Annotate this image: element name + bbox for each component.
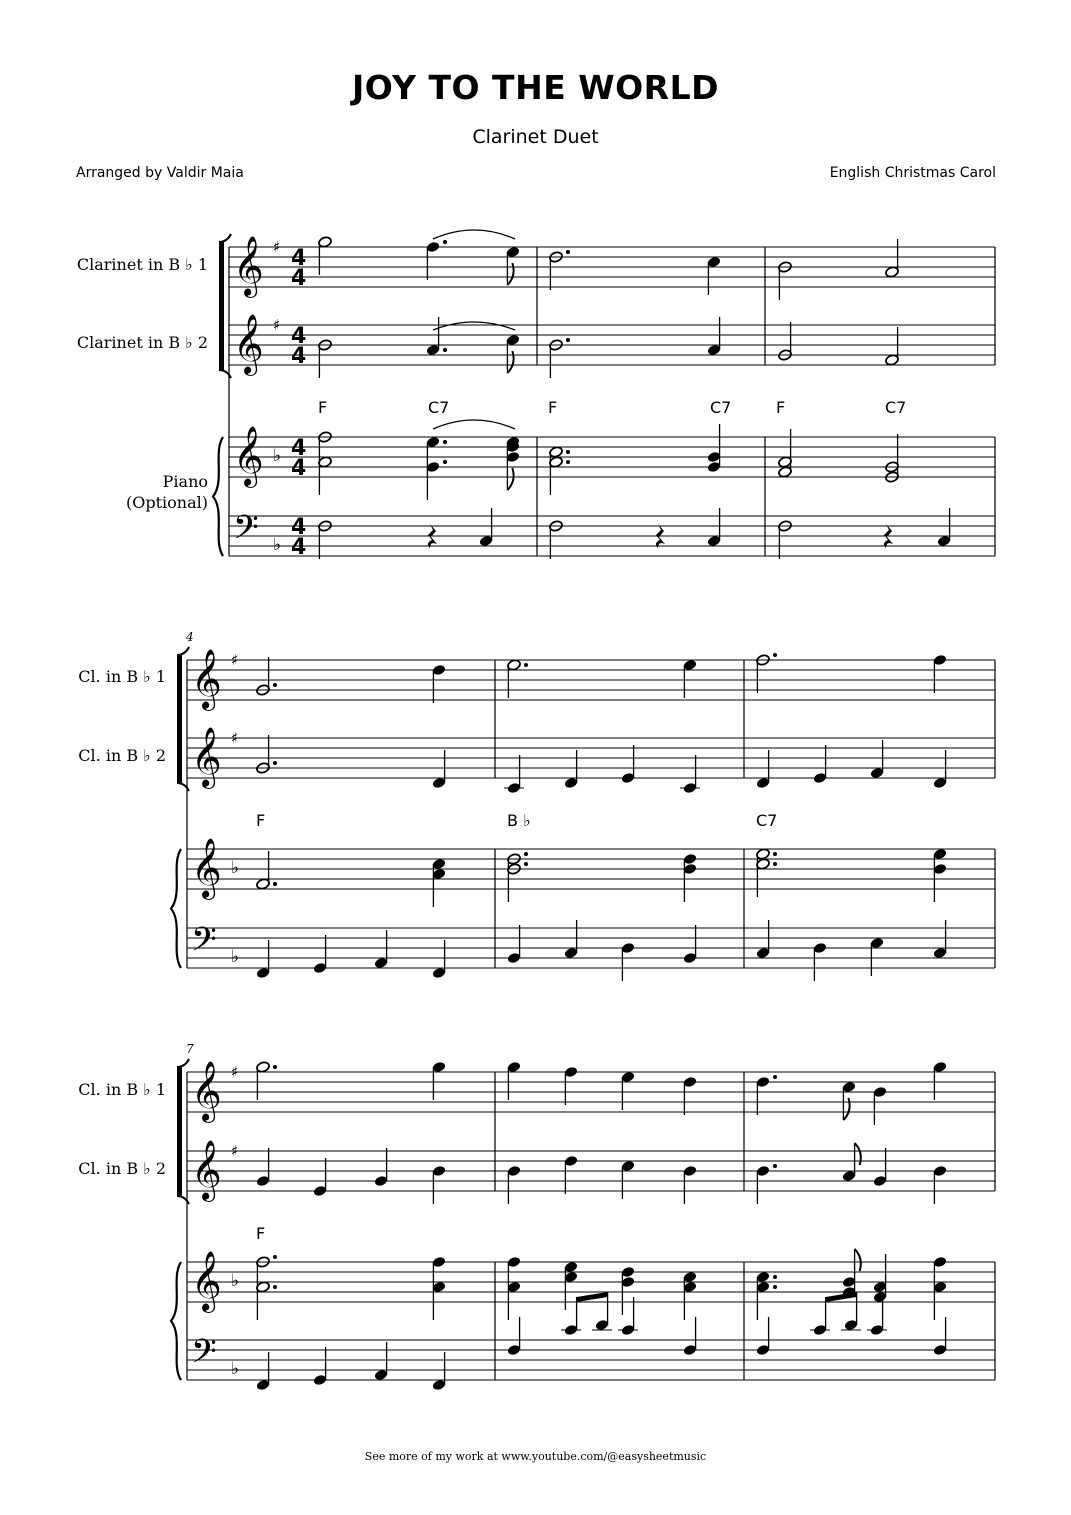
beam: [577, 1292, 608, 1302]
beam: [826, 1292, 857, 1302]
label-clarinet-2-short: Cl. in B ♭ 2: [78, 746, 166, 765]
bracket-hook: [177, 1059, 189, 1067]
label-clarinet-2-short: Cl. in B ♭ 2: [78, 1159, 166, 1178]
piano-brace: [171, 1262, 181, 1380]
sharp-sign: ♯: [273, 316, 281, 334]
augmentation-dot: [773, 653, 777, 657]
chord-symbol: C7: [710, 398, 732, 417]
chord-symbol: C7: [428, 398, 450, 417]
time-signature-digit: 4: [291, 344, 307, 369]
slur: [433, 230, 515, 239]
augmentation-dot: [773, 1075, 777, 1079]
flat-sign: ♭: [231, 947, 240, 967]
augmentation-dot: [524, 852, 528, 856]
bass-clef: 𝄢: [191, 921, 217, 967]
measure-number: 4: [186, 630, 194, 644]
chord-symbol: F: [548, 398, 558, 417]
time-signature-digit: 4: [291, 266, 307, 291]
sharp-sign: ♯: [231, 651, 239, 669]
treble-clef: 𝄞: [191, 649, 222, 709]
chord-symbol: F: [256, 811, 266, 830]
augmentation-dot: [443, 348, 447, 352]
treble-clef: 𝄞: [191, 1140, 222, 1200]
treble-clef: 𝄞: [233, 236, 264, 296]
augmentation-dot: [773, 1164, 777, 1168]
augmentation-dot: [443, 460, 447, 464]
sharp-sign: ♯: [273, 238, 281, 256]
treble-clef: 𝄞: [191, 1061, 222, 1121]
label-piano: Piano: [162, 472, 208, 491]
measure-number: 7: [186, 1042, 194, 1056]
piano-brace: [213, 437, 223, 556]
sharp-sign: ♯: [231, 729, 239, 747]
flat-sign: ♭: [273, 535, 282, 555]
time-signature-digit: 4: [291, 324, 307, 349]
score-title: JOY TO THE WORLD: [351, 68, 720, 107]
augmentation-dot: [443, 440, 447, 444]
note-flag: [855, 1143, 861, 1165]
notation-layer: [171, 230, 995, 1391]
augmentation-dot: [773, 1285, 777, 1289]
flat-sign: ♭: [273, 446, 282, 466]
treble-clef: 𝄞: [233, 426, 264, 486]
note-flag: [855, 1249, 861, 1271]
time-signature-digit: 4: [291, 456, 307, 481]
augmentation-dot: [524, 862, 528, 866]
note-flag: [507, 351, 513, 373]
system-bracket: [219, 242, 224, 370]
chord-symbol: C7: [885, 398, 907, 417]
bracket-hook: [219, 234, 231, 242]
footer-link-text: See more of my work at www.youtube.com/@easysheetmusic: [364, 1450, 707, 1463]
treble-clef: 𝄞: [191, 727, 222, 787]
bass-clef: 𝄢: [191, 1333, 217, 1379]
slur: [433, 420, 515, 429]
augmentation-dot: [273, 1065, 277, 1069]
chord-symbol: F: [776, 398, 786, 417]
bass-clef: 𝄢: [233, 509, 259, 555]
note-flag: [507, 263, 513, 285]
arranger-credit: Arranged by Valdir Maia: [76, 165, 244, 181]
augmentation-dot: [566, 250, 570, 254]
score-subtitle: Clarinet Duet: [472, 126, 599, 148]
piano-brace: [171, 849, 181, 968]
note-flag: [507, 468, 513, 490]
sharp-sign: ♯: [231, 1142, 239, 1160]
system-bracket: [177, 1067, 182, 1196]
treble-clef: 𝄞: [233, 314, 264, 374]
chord-symbol: F: [256, 1224, 266, 1243]
flat-sign: ♭: [231, 858, 240, 878]
treble-clef: 𝄞: [191, 838, 222, 898]
augmentation-dot: [273, 1285, 277, 1289]
treble-clef: 𝄞: [191, 1251, 222, 1311]
slur: [433, 322, 515, 330]
chord-symbol: F: [318, 398, 328, 417]
sharp-sign: ♯: [231, 1063, 239, 1081]
composer-credit: English Christmas Carol: [829, 165, 996, 181]
chord-symbol: C7: [756, 811, 778, 830]
chord-symbol: B ♭: [507, 811, 531, 830]
augmentation-dot: [566, 338, 570, 342]
augmentation-dot: [566, 450, 570, 454]
augmentation-dot: [773, 862, 777, 866]
augmentation-dot: [773, 852, 777, 856]
system-bracket: [177, 655, 182, 783]
bracket-hook: [177, 647, 189, 655]
augmentation-dot: [273, 1255, 277, 1259]
augmentation-dot: [524, 663, 528, 667]
time-signature-digit: 4: [291, 515, 307, 540]
augmentation-dot: [443, 240, 447, 244]
augmentation-dot: [273, 761, 277, 765]
label-piano-optional: (Optional): [126, 493, 208, 512]
augmentation-dot: [773, 1275, 777, 1279]
label-clarinet-1-short: Cl. in B ♭ 1: [78, 1080, 166, 1099]
flat-sign: ♭: [231, 1271, 240, 1291]
augmentation-dot: [566, 460, 570, 464]
label-clarinet-1-short: Cl. in B ♭ 1: [78, 667, 166, 686]
time-signature-digit: 4: [291, 246, 307, 271]
time-signature-digit: 4: [291, 436, 307, 461]
augmentation-dot: [273, 683, 277, 687]
note-flag: [843, 1098, 849, 1120]
label-clarinet-2: Clarinet in B ♭ 2: [76, 333, 208, 352]
label-clarinet-1: Clarinet in B ♭ 1: [76, 255, 208, 274]
flat-sign: ♭: [231, 1359, 240, 1379]
augmentation-dot: [273, 882, 277, 886]
time-signature-digit: 4: [291, 535, 307, 560]
